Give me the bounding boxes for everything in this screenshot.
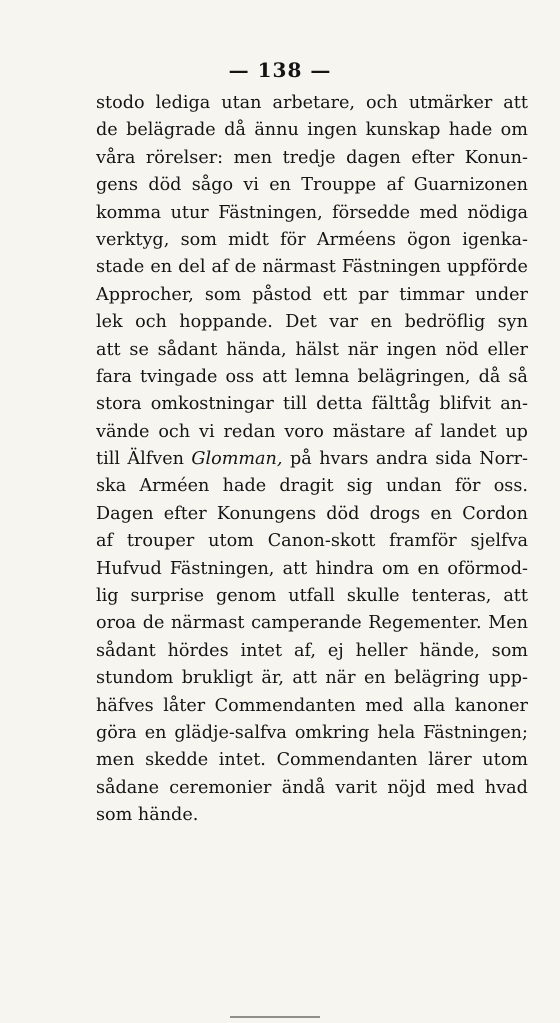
- text-word: redan: [223, 421, 276, 442]
- text-word: Hufvud: [96, 558, 162, 579]
- text-word: genom: [215, 586, 277, 607]
- text-word: belägring: [394, 668, 480, 689]
- text-word: närmast: [262, 257, 336, 278]
- text-line: [96, 556, 528, 583]
- text-word: Norr-: [479, 449, 528, 470]
- text-word: oss.: [493, 476, 528, 497]
- text-word: stundom: [96, 668, 174, 689]
- text-word: af: [386, 175, 404, 196]
- text-word: för: [454, 476, 481, 497]
- text-line: [96, 117, 528, 144]
- text-word: under: [475, 284, 528, 305]
- text-word: uppförde: [446, 257, 528, 278]
- text-word: med: [365, 695, 404, 716]
- text-word: så: [508, 366, 528, 387]
- text-word: glädje-salfva: [174, 722, 287, 743]
- text-word: bedröflig: [404, 312, 486, 333]
- text-word: Commendanten: [276, 750, 418, 771]
- text-word: mästare: [332, 421, 406, 442]
- text-line: [96, 528, 528, 555]
- text-word: lärer: [428, 750, 472, 771]
- text-word: intet: [240, 640, 283, 661]
- text-word: nödiga: [467, 202, 528, 223]
- text-word: nöd: [445, 339, 479, 360]
- text-word: skedde: [145, 750, 209, 771]
- text-word: då: [224, 120, 246, 141]
- text-word: alla: [413, 695, 446, 716]
- text-word: undan: [385, 476, 442, 497]
- text-word: arbetare,: [272, 93, 356, 113]
- text-word: syn: [497, 312, 528, 333]
- text-word: lemna: [294, 366, 350, 387]
- text-word: som: [96, 805, 138, 826]
- text-word: ingen: [307, 120, 358, 141]
- text-word: men: [233, 147, 273, 168]
- text-line: [96, 583, 528, 610]
- text-word: utom: [482, 750, 528, 771]
- text-word: sjelfva: [470, 531, 528, 552]
- text-word: var: [329, 312, 359, 333]
- text-word: sida: [435, 449, 472, 470]
- text-line: [96, 309, 528, 336]
- text-word: de: [142, 613, 165, 634]
- text-word: Fästningen: [341, 257, 441, 278]
- text-word: sådant: [96, 640, 156, 661]
- text-word: se: [129, 339, 149, 360]
- text-word: verktyg,: [96, 229, 170, 250]
- text-word: på: [289, 449, 312, 470]
- text-word: att: [96, 339, 121, 360]
- text-line: [96, 419, 528, 446]
- text-word: af: [211, 257, 229, 278]
- text-word: efter: [411, 147, 455, 168]
- text-word: landet: [440, 421, 497, 442]
- text-line: [96, 172, 528, 199]
- text-line: [96, 227, 528, 254]
- text-word: om: [382, 558, 410, 579]
- text-word: up: [505, 421, 528, 442]
- text-word: och: [366, 93, 398, 113]
- text-word: eller: [487, 339, 528, 360]
- text-word: sågo: [191, 175, 234, 196]
- text-word: hade: [222, 476, 267, 497]
- text-word: drogs: [369, 503, 421, 524]
- text-word: ej: [327, 640, 344, 661]
- text-word: efter: [163, 503, 207, 524]
- text-word: sådant: [157, 339, 218, 360]
- text-word: par: [358, 284, 389, 305]
- text-word: död: [148, 175, 182, 196]
- text-line: [96, 337, 528, 364]
- text-word: om: [500, 120, 528, 141]
- text-word: lek: [96, 312, 123, 333]
- text-line: [96, 720, 528, 747]
- text-line: [96, 610, 528, 637]
- text-word: af: [414, 421, 432, 442]
- text-word: Arméen: [139, 476, 210, 497]
- text-word: Fästningen,: [169, 558, 275, 579]
- text-word: tenteras,: [411, 586, 492, 607]
- text-word: de: [96, 120, 118, 141]
- text-word: stade: [96, 257, 145, 278]
- text-word: oss: [225, 366, 255, 387]
- text-word: att: [503, 93, 528, 113]
- text-line: [96, 638, 528, 665]
- text-word: att: [282, 558, 308, 579]
- text-word: tvingade: [139, 366, 218, 387]
- text-word: brukligt: [181, 668, 253, 689]
- text-word: gens: [96, 175, 139, 196]
- text-word: vi: [199, 421, 215, 442]
- text-word: af,: [293, 640, 316, 661]
- text-word: ännu: [254, 120, 299, 141]
- text-word: de: [234, 257, 257, 278]
- text-word: hände.: [137, 805, 199, 826]
- text-word: för: [280, 229, 306, 250]
- text-word: Arméens: [316, 229, 396, 250]
- text-word: timmar: [399, 284, 465, 305]
- text-word: upp-: [488, 668, 528, 689]
- text-word: är,: [261, 668, 284, 689]
- text-word: ceremonier: [169, 777, 272, 798]
- text-word: oförmod-: [447, 558, 528, 579]
- text-word: med: [436, 777, 475, 798]
- text-word: död: [326, 503, 360, 524]
- text-word: hade: [448, 120, 493, 141]
- text-word: göra: [96, 722, 137, 743]
- text-word: Trouppe: [301, 175, 377, 196]
- text-line: [96, 391, 528, 418]
- text-word: lig: [96, 586, 119, 607]
- text-word: med: [419, 202, 458, 223]
- text-word: Fästningen;: [423, 722, 528, 743]
- text-word: an-: [500, 394, 528, 415]
- text-word: då: [478, 366, 501, 387]
- text-word: dragit: [279, 476, 334, 497]
- text-word: af: [96, 531, 114, 552]
- text-word: när: [347, 339, 378, 360]
- text-word: Commendanten: [214, 695, 356, 716]
- text-word: utfall: [288, 586, 335, 607]
- text-word: sådane: [96, 777, 160, 798]
- text-word: varit: [335, 777, 378, 798]
- text-word: vände: [96, 421, 150, 442]
- text-word: lediga: [155, 93, 211, 113]
- text-word: ska: [96, 476, 127, 497]
- text-line: [96, 364, 528, 391]
- text-word: ingen: [386, 339, 437, 360]
- text-word: nöjd: [387, 777, 427, 798]
- text-word: som: [204, 284, 242, 305]
- text-word: hördes: [167, 640, 229, 661]
- text-word: hela: [377, 722, 416, 743]
- text-word: hälst: [295, 339, 339, 360]
- text-word: häfves: [96, 695, 154, 716]
- text-line: [96, 501, 528, 528]
- text-word: Konun-: [464, 147, 528, 168]
- text-word: belägringen,: [357, 366, 471, 387]
- text-word: en: [417, 558, 440, 579]
- text-word: omkostningar: [150, 394, 274, 415]
- text-word: en: [150, 257, 173, 278]
- text-word: skulle: [346, 586, 400, 607]
- text-word: och: [158, 421, 191, 442]
- text-word: utom: [208, 531, 254, 552]
- text-line: [96, 693, 528, 720]
- text-word: en: [430, 503, 453, 524]
- text-word: en: [370, 312, 393, 333]
- text-line: [96, 90, 528, 117]
- text-word: komma: [96, 202, 162, 223]
- text-word: omkring: [294, 722, 370, 743]
- text-word: midt: [228, 229, 269, 250]
- text-word: kunskap: [365, 120, 441, 141]
- text-word: stora: [96, 394, 142, 415]
- body-text: [96, 90, 528, 830]
- text-word: Glomman,: [191, 449, 283, 470]
- text-word: framför: [389, 531, 457, 552]
- text-word: ögon: [407, 229, 451, 250]
- text-word: hindra: [315, 558, 374, 579]
- text-line: [96, 282, 528, 309]
- text-word: en: [363, 668, 386, 689]
- text-word: när: [325, 668, 356, 689]
- text-word: hände,: [419, 640, 480, 661]
- text-word: att: [292, 668, 317, 689]
- text-word: Approcher,: [96, 284, 194, 305]
- text-word: Cordon: [462, 503, 528, 524]
- text-word: som: [180, 229, 217, 250]
- text-word: våra: [96, 147, 136, 168]
- text-word: andra: [375, 449, 428, 470]
- text-word: blifvit: [439, 394, 492, 415]
- text-word: Konungens: [216, 503, 317, 524]
- text-word: Fästningen,: [218, 202, 323, 223]
- text-word: tredje: [282, 147, 336, 168]
- text-word: intet.: [218, 750, 266, 771]
- text-word: låter: [163, 695, 206, 716]
- text-line: [96, 254, 528, 281]
- text-line: [96, 145, 528, 172]
- text-word: utmärker: [408, 93, 493, 113]
- text-word: stodo: [96, 93, 145, 113]
- text-word: hvad: [484, 777, 528, 798]
- text-word: till: [283, 394, 307, 415]
- text-word: till: [96, 449, 120, 470]
- text-word: Dagen: [96, 503, 154, 524]
- text-word: fara: [96, 366, 132, 387]
- text-word: försedde: [332, 202, 411, 223]
- text-line: [96, 665, 528, 692]
- text-word: Canon-skott: [267, 531, 376, 552]
- text-word: påstod: [252, 284, 312, 305]
- page-header: — 138 —: [228, 58, 332, 82]
- text-word: som: [491, 640, 528, 661]
- text-word: trouper: [126, 531, 195, 552]
- text-word: Regementer.: [368, 613, 482, 634]
- text-word: hända,: [226, 339, 287, 360]
- text-word: Älfven: [127, 449, 184, 470]
- text-word: Det: [285, 312, 317, 333]
- text-word: Men: [488, 613, 528, 634]
- text-word: vi: [243, 175, 259, 196]
- text-word: oroa: [96, 613, 137, 634]
- text-word: men: [96, 750, 135, 771]
- text-word: kanoner: [454, 695, 528, 716]
- text-word: del: [178, 257, 206, 278]
- text-word: detta: [316, 394, 363, 415]
- text-line: [96, 473, 528, 500]
- text-word: en: [144, 722, 167, 743]
- text-word: att: [503, 586, 528, 607]
- text-word: en: [269, 175, 291, 196]
- text-word: dagen: [346, 147, 401, 168]
- text-word: voro: [284, 421, 324, 442]
- text-word: surprise: [130, 586, 205, 607]
- text-word: att: [262, 366, 287, 387]
- text-line: [96, 802, 528, 829]
- text-word: fälttåg: [371, 394, 431, 415]
- text-word: Guarnizonen: [413, 175, 528, 196]
- text-line: [96, 446, 528, 473]
- text-word: hoppande.: [179, 312, 273, 333]
- text-word: camperande: [251, 613, 362, 634]
- text-word: heller: [355, 640, 408, 661]
- text-word: igenka-: [462, 229, 528, 250]
- text-word: utan: [221, 93, 262, 113]
- text-line: [96, 200, 528, 227]
- text-word: närmast: [170, 613, 245, 634]
- text-word: hvars: [319, 449, 369, 470]
- text-word: belägrade: [126, 120, 216, 141]
- text-word: utur: [170, 202, 209, 223]
- text-word: och: [135, 312, 167, 333]
- text-word: ett: [322, 284, 348, 305]
- text-word: ändå: [281, 777, 326, 798]
- footer-catchword-fragment: [230, 1016, 320, 1022]
- text-line: [96, 747, 528, 774]
- text-word: rörelser:: [145, 147, 224, 168]
- text-line: [96, 775, 528, 802]
- text-word: sig: [346, 476, 373, 497]
